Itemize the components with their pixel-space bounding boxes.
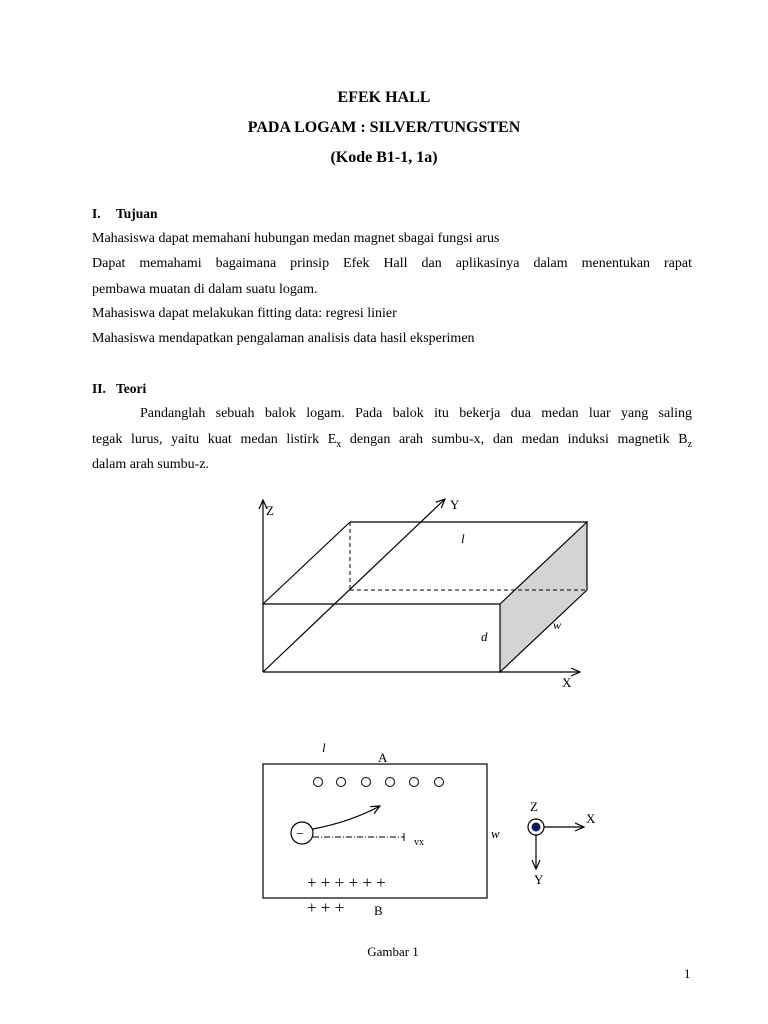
label-y: Y xyxy=(450,497,460,512)
section-2-line-1: Pandanglah sebuah balok logam. Pada balok itu bekerja dua medan luar yang saling xyxy=(140,406,692,421)
label-x: X xyxy=(562,675,572,690)
section-2-line-3: dalam arah sumbu-z. xyxy=(92,457,210,472)
section-1-title: Tujuan xyxy=(116,206,158,221)
subscript-z: z xyxy=(687,438,693,450)
label-w-bottom: w xyxy=(491,826,500,841)
title-line-1: EFEK HALL xyxy=(337,89,431,106)
label-z: Z xyxy=(266,503,274,518)
coord-label-z: Z xyxy=(530,799,538,814)
section-1-line-4: Mahasiswa dapat melakukan fitting data: regresi linier xyxy=(92,306,397,321)
electron-trajectory-arrow xyxy=(313,806,380,829)
y-axis-arrow xyxy=(263,499,445,672)
section-1-number: I. xyxy=(92,206,101,221)
electron-sign: − xyxy=(296,827,304,842)
label-d: d xyxy=(481,629,488,644)
charge-circle xyxy=(362,778,371,787)
label-l: l xyxy=(461,531,465,546)
coord-label-x: X xyxy=(586,811,596,826)
charge-circle xyxy=(410,778,419,787)
section-1-line-2: Dapat memahami bagaimana prinsip Efek Hall dan aplikasinya dalam menentukan rapat xyxy=(92,256,692,271)
label-l-bottom: l xyxy=(322,740,326,755)
z-axis-dot xyxy=(532,823,541,832)
block-left-top-edge xyxy=(263,522,350,604)
charge-circle xyxy=(386,778,395,787)
figure-top xyxy=(263,497,587,690)
section-2-title: Teori xyxy=(116,381,147,396)
section-1-line-5: Mahasiswa mendapatkan pengalaman analisis data hasil eksperimen xyxy=(92,331,475,346)
section-1-line-1: Mahasiswa dapat memahani hubungan medan magnet sbagai fungsi arus xyxy=(92,231,500,246)
page-number: 1 xyxy=(684,966,691,981)
label-b: B xyxy=(374,903,383,918)
coord-label-y: Y xyxy=(534,872,544,887)
section-2-number: II. xyxy=(92,381,106,396)
section-1-line-3: pembawa muatan di dalam suatu logam. xyxy=(92,282,318,297)
title-line-3: (Kode B1-1, 1a) xyxy=(330,149,438,166)
charge-circle xyxy=(337,778,346,787)
negative-charges xyxy=(314,778,444,787)
figure-bottom xyxy=(263,740,596,918)
charge-circle xyxy=(314,778,323,787)
line-2-part-a: tegak lurus, yaitu kuat medan listirk E xyxy=(92,432,337,447)
plus-row-2: + + + xyxy=(307,898,345,917)
figure-caption: Gambar 1 xyxy=(367,944,419,959)
block-side-face xyxy=(500,522,587,672)
subscript-x: x xyxy=(336,438,342,450)
label-w: w xyxy=(553,618,562,632)
title-line-2: PADA LOGAM : SILVER/TUNGSTEN xyxy=(247,119,521,136)
plus-row-1: + + + + + + xyxy=(307,873,386,892)
label-vx: vx xyxy=(414,837,424,848)
label-a: A xyxy=(378,750,388,765)
line-2-part-b: dengan arah sumbu-x, dan medan induksi magnetik B xyxy=(341,432,688,447)
charge-circle xyxy=(435,778,444,787)
